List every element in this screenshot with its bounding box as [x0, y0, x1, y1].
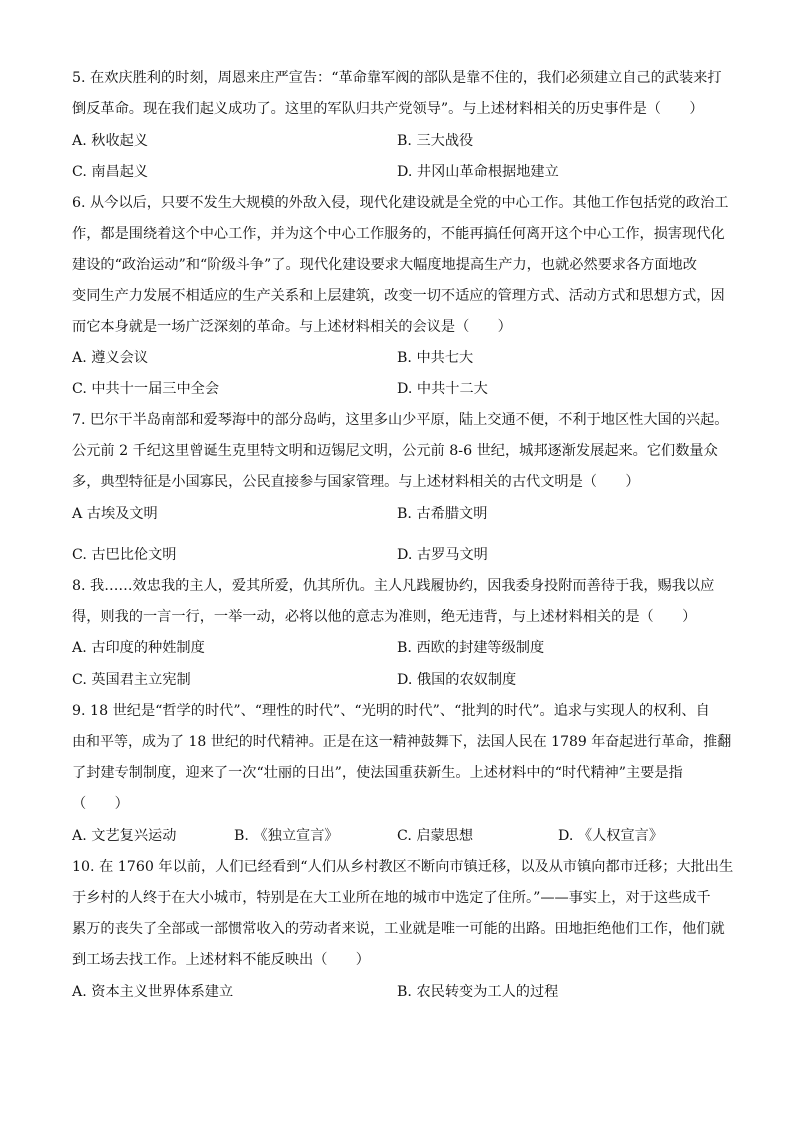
- q9-option-d: D. 《人权宣言》: [558, 828, 664, 844]
- q8-option-a: A. 古印度的种姓制度: [72, 640, 205, 656]
- q10-option-a: A. 资本主义世界体系建立: [72, 984, 234, 1000]
- q10-line-1: 10. 在 1760 年以前，人们已经看到“人们从乡村教区不断向市镇迁移，以及从市镇向都市迁移；大批出生: [72, 859, 734, 875]
- q5-option-a: A. 秋收起义: [72, 133, 149, 149]
- q5-line-2: 倒反革命。现在我们起义成功了。这里的军队归共产党领导”。与上述材料相关的历史事件是（ ）: [72, 101, 704, 117]
- q6-line-5: 而它本身就是一场广泛深刻的革命。与上述材料相关的会议是（ ）: [72, 319, 512, 335]
- q7-option-c: C. 古巴比伦文明: [72, 547, 177, 563]
- q8-option-b: B. 西欧的封建等级制度: [397, 640, 545, 656]
- q7-line-3: 多，典型特征是小国寡民，公民直接参与国家管理。与上述材料相关的古代文明是（ ）: [72, 474, 640, 490]
- q9-line-1: 9. 18 世纪是“哲学的时代”、“理性的时代”、“光明的时代”、“批判的时代”。追求与实现人的权利、自: [72, 703, 710, 719]
- q6-option-b: B. 中共七大: [397, 350, 474, 366]
- q5-option-d: D. 井冈山革命根据地建立: [397, 164, 559, 180]
- q9-option-b: B. 《独立宣言》: [234, 828, 339, 844]
- q8-option-d: D. 俄国的农奴制度: [397, 672, 517, 688]
- q9-line-3: 了封建专制制度，迎来了一次“壮丽的日出”，使法国重获新生。上述材料中的“时代精神”主要是指: [72, 765, 683, 781]
- q9-line-4: （ ）: [72, 796, 129, 812]
- q10-line-4: 到工场去找工作。上述材料不能反映出（ ）: [72, 952, 370, 968]
- q5-option-c: C. 南昌起义: [72, 164, 149, 180]
- q7-line-2: 公元前 2 千纪这里曾诞生克里特文明和迈锡尼文明，公元前 8-6 世纪，城邦逐渐发展起来。它们数量众: [72, 443, 718, 459]
- q8-line-2: 得，则我的一言一行，一举一动，必将以他的意志为准则，绝无违背，与上述材料相关的是（ ）: [72, 609, 697, 625]
- q6-option-a: A. 遵义会议: [72, 350, 149, 366]
- q9-option-c: C. 启蒙思想: [397, 828, 474, 844]
- q10-line-3: 累万的丧失了全部或一部惯常收入的劳动者来说，工业就是唯一可能的出路。田地拒绝他们工作，他们就: [72, 921, 725, 937]
- q9-option-a: A. 文艺复兴运动: [72, 828, 177, 844]
- q6-option-d: D. 中共十二大: [397, 381, 488, 397]
- q10-line-2: 于乡村的人终于在大小城市，特别是在大工业所在地的城市中选定了住所。”——事实上，对于这些成千: [72, 890, 711, 906]
- q6-line-3: 建设的“政治运动”和“阶级斗争”了。现代化建设要求大幅度地提高生产力，也就必然要求各方面地改: [72, 257, 697, 273]
- q6-option-c: C. 中共十一届三中全会: [72, 381, 220, 397]
- q10-option-b: B. 农民转变为工人的过程: [397, 984, 559, 1000]
- q9-line-2: 由和平等，成为了 18 世纪的时代精神。正是在这一精神鼓舞下，法国人民在 1789 年奋起进行革命，推翻: [72, 734, 732, 750]
- q7-option-d: D. 古罗马文明: [397, 547, 488, 563]
- q7-option-a: A 古埃及文明: [72, 506, 158, 522]
- q8-line-1: 8. 我……效忠我的主人，爱其所爱，仇其所仇。主人凡践履协约，因我委身投附而善待于我，赐我以应: [72, 578, 715, 594]
- q6-line-2: 作，都是围绕着这个中心工作，并为这个中心工作服务的，不能再搞任何离开这个中心工作，损害现代化: [72, 226, 725, 242]
- q6-line-1: 6. 从今以后，只要不发生大规模的外敌入侵，现代化建设就是全党的中心工作。其他工作包括党的政治工: [72, 195, 729, 211]
- q5-line-1: 5. 在欢庆胜利的时刻，周恩来庄严宣告：“革命靠军阀的部队是靠不住的，我们必须建立自己的武装来打: [72, 70, 722, 86]
- q7-option-b: B. 古希腊文明: [397, 506, 488, 522]
- q8-option-c: C. 英国君主立宪制: [72, 672, 191, 688]
- q5-option-b: B. 三大战役: [397, 133, 474, 149]
- q7-line-1: 7. 巴尔干半岛南部和爱琴海中的部分岛屿，这里多山少平原，陆上交通不便，不利于地区性大国的兴起。: [72, 412, 729, 428]
- q6-line-4: 变同生产力发展不相适应的生产关系和上层建筑，改变一切不适应的管理方式、活动方式和思想方式，因: [72, 288, 725, 304]
